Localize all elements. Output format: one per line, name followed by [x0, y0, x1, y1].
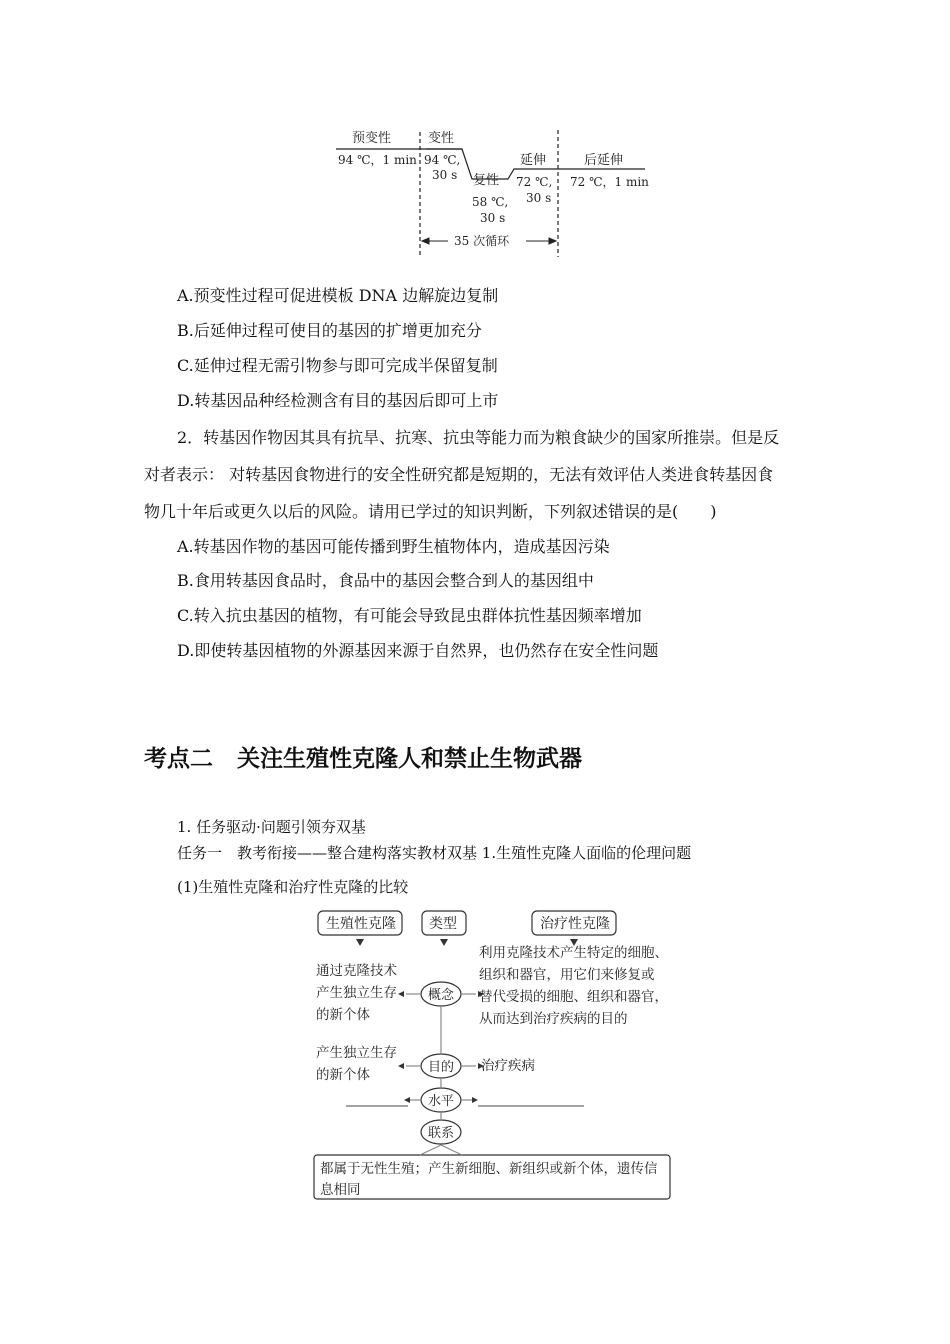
node-level: 水平: [428, 1094, 455, 1109]
right-concept-line-2: 组织和器官，用它们来修复或: [479, 967, 655, 983]
predenature-condition: 94 ℃，1 min: [338, 153, 417, 167]
relation-text-line-2: 息相同: [320, 1182, 361, 1198]
node-concept: 概念: [428, 988, 455, 1003]
anneal-temp: 58 ℃,: [472, 195, 509, 209]
denature-temp: 94 ℃,: [424, 153, 461, 167]
header-therapeutic-clone: 治疗性克隆: [540, 916, 610, 932]
denature-time: 30 s: [432, 168, 458, 182]
pcr-diagram: [330, 122, 660, 262]
q2-stem-line-3: 物几十年后或更久以后的风险。请用已学过的知识判断，下列叙述错误的是( ): [144, 502, 717, 521]
q2-option-c: C.转入抗虫基因的植物，有可能会导致昆虫群体抗性基因频率增加: [177, 606, 642, 625]
node-relation: 联系: [428, 1126, 455, 1141]
extend-time: 30 s: [526, 191, 552, 205]
left-concept-line-1: 通过克隆技术: [316, 963, 397, 979]
section-label: 考点二: [144, 746, 213, 772]
left-purpose-line-1: 产生独立生存: [316, 1045, 397, 1061]
q2-stem-line-2: 对者表示： 对转基因食物进行的安全性研究都是短期的，无法有效评估人类进食转基因食: [144, 465, 774, 484]
section-heading: [144, 740, 606, 773]
q1-option-c: C.延伸过程无需引物参与即可完成半保留复制: [177, 356, 498, 375]
right-concept-line-4: 从而达到治疗疾病的目的: [479, 1011, 628, 1027]
stage-predenature: 预变性: [352, 131, 392, 146]
q2-option-a: A.转基因作物的基因可能传播到野生植物体内，造成基因污染: [177, 537, 610, 556]
section-title: 关注生殖性克隆人和禁止生物武器: [237, 746, 582, 772]
stage-final-extend: 后延伸: [584, 153, 624, 168]
task-line-1: 1. 任务驱动·问题引领夯双基: [177, 818, 366, 836]
q1-option-b: B.后延伸过程可使目的基因的扩增更加充分: [177, 321, 482, 340]
header-type: 类型: [429, 916, 457, 932]
right-concept-line-1: 利用克隆技术产生特定的细胞、: [479, 945, 668, 961]
anneal-time: 30 s: [480, 211, 506, 225]
right-purpose: 治疗疾病: [481, 1058, 535, 1074]
task-line-2: 任务一 教考衔接——整合建构落实教材双基 1.生殖性克隆人面临的伦理问题: [177, 844, 692, 862]
q1-option-a: A.预变性过程可促进模板 DNA 边解旋边复制: [177, 286, 499, 305]
left-concept-line-2: 产生独立生存: [316, 985, 397, 1001]
stage-extend: 延伸: [520, 153, 547, 168]
left-purpose-line-2: 的新个体: [316, 1067, 370, 1083]
node-purpose: 目的: [428, 1060, 455, 1075]
q2-stem-line-1: 2．转基因作物因其具有抗旱、抗寒、抗虫等能力而为粮食缺少的国家所推崇。但是反: [177, 428, 780, 447]
stage-denature: 变性: [428, 131, 455, 146]
task-line-3: (1)生殖性克隆和治疗性克隆的比较: [177, 878, 409, 896]
relation-text-line-1: 都属于无性生殖；产生新细胞、新组织或新个体，遗传信: [320, 1161, 658, 1177]
cycle-count: 35 次循环: [454, 234, 510, 248]
left-concept-line-3: 的新个体: [316, 1007, 370, 1023]
extend-temp: 72 ℃,: [516, 175, 553, 189]
clone-comparison-diagram: [300, 905, 680, 1205]
header-reproductive-clone: 生殖性克隆: [326, 916, 396, 932]
right-concept-line-3: 替代受损的细胞、组织和器官，: [479, 989, 668, 1005]
final-extend-condition: 72 ℃，1 min: [570, 175, 649, 189]
q2-option-b: B.食用转基因食品时，食品中的基因会整合到人的基因组中: [177, 571, 594, 590]
q2-option-d: D.即使转基因植物的外源基因来源于自然界，也仍然存在安全性问题: [177, 641, 659, 660]
q1-option-d: D.转基因品种经检测含有目的基因后即可上市: [177, 391, 499, 410]
stage-anneal: 复性: [473, 173, 500, 188]
